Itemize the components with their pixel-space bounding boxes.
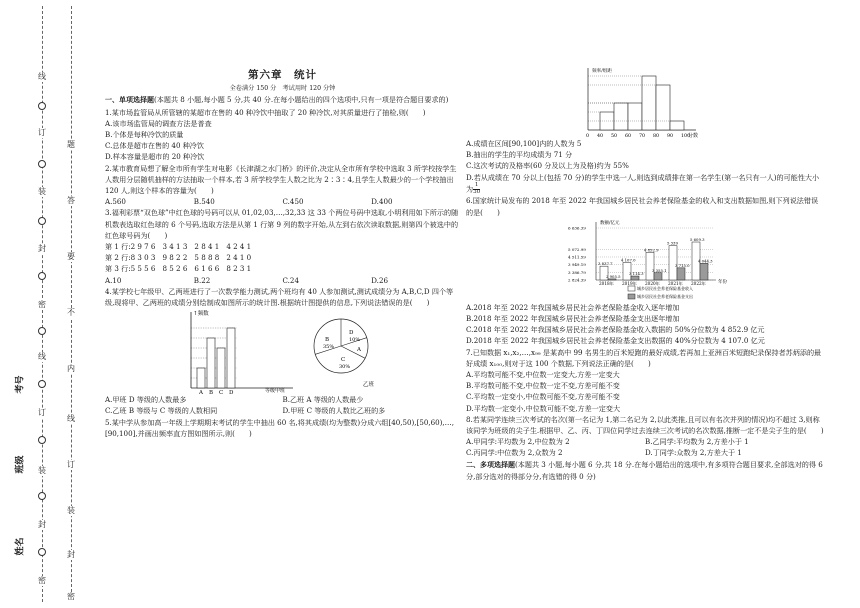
q2-stem: 2.某市教育局想了解全市所有学生对电影《长津湖之水门桥》的评价,决定从全市所有学校中选取 3 所学校按学生人数用分层随机抽样的方法抽取一个样本,若 3 所学校学生人数之比为 2∶3∶4,且学生人数最少的一个学校抽出 120 人,则这个样本的容量为( ) [105, 163, 457, 196]
histogram-bar [656, 85, 670, 130]
seal-char: 要 [67, 252, 75, 261]
seal-char: 线 [38, 72, 46, 81]
q4-option-d: D.甲班 C 等级的人数比乙班的多 [282, 406, 386, 416]
q2-option-b: B.540 [193, 197, 215, 207]
bar-a [197, 368, 205, 388]
bar-label-d: D [229, 390, 234, 395]
class-b-pie-chart [301, 308, 391, 394]
q2-option-d: D.400 [371, 197, 393, 207]
y-axis-label: 数额/亿元 [600, 220, 620, 226]
q8-option-d: D.丁同学:众数为 2,方差大于 1 [645, 448, 742, 458]
bar-data-label: 4 852.9 [644, 247, 659, 253]
pie-slice-c-value: 30% [339, 364, 351, 371]
seal-char: 密 [38, 576, 46, 585]
bar-c [217, 348, 225, 388]
seal-circle [38, 548, 46, 556]
q3-stem: 3.福利彩票“双色球”中红色球的号码可以从 01,02,03,…,32,33 这 33 个两位号码中选取,小明利用如下所示的随机数表选取红色球的 6 个号码,选取方法是从第 1 行第 9 列的数字开始,从左到右依次读取数据,则第四个被选中的红色球号码为( ) [105, 208, 459, 240]
binding-margin [0, 0, 96, 608]
bar-label-a: A [199, 390, 203, 395]
y-tick-label: 3 386.79 [568, 269, 586, 275]
seal-circle [38, 102, 46, 110]
seal-circle [38, 272, 46, 280]
seal-char: 封 [38, 244, 46, 253]
q8-stem: 8.若某同学连续三次考试的名次(第一名记为 1,第二名记为 2,以此类推,且可以有名次并列的情况)均不超过 3,则称该同学为班级的尖子生.根据甲、乙、丙、丁四位同学过去连续三次考试的名次数据,推断一定不是尖子生的是( ) [466, 414, 824, 436]
income-bar [646, 252, 654, 280]
seal-circle [38, 436, 46, 444]
random-table-row-2: 第 2 行:8 3 0 3 9 8 2 2 5 8 8 8 2 4 1 0 [105, 253, 252, 263]
bar-data-label: 3 114.3 [629, 270, 644, 276]
q8-option-a: A.甲同学:平均数为 2,中位数为 2 [466, 437, 570, 447]
seal-char: 封 [67, 550, 75, 559]
q7-option-a: A.平均数可能不变,中位数一定变大,方差一定变大 [466, 370, 620, 380]
bar-caption: 等级甲班 [265, 388, 286, 395]
expense-bar [654, 273, 662, 280]
q6-option-b: B.2018 年至 2022 年我国城乡居民社会养老保险基金支出逐年增加 [466, 314, 680, 324]
q1-option-a: A.该市场监管局的调查方法是普查 [105, 118, 212, 128]
left-column [105, 0, 460, 608]
q4-options-row-1 [105, 394, 460, 405]
seal-char: 不 [67, 308, 75, 317]
y-tick-label: 2 824.39 [568, 277, 586, 283]
expense-bar [631, 276, 639, 280]
bar-label-b: B [209, 390, 214, 395]
q5-option-c: C.这次考试的及格率(60 分及以上为及格)约为 55% [466, 161, 629, 171]
section-heading: 一、单项选择题 [105, 96, 154, 105]
q6-stem: 6.国家统计局发布的 2018 年至 2022 年我国城乡居民社会养老保险基金的收入和支出数据如图,则下列说法错误的是( ) [466, 196, 819, 217]
q2-option-a: A.560 [105, 197, 126, 207]
seal-char: 订 [38, 128, 46, 137]
bar-d [227, 328, 235, 388]
fraction-denominator: 30 [473, 188, 481, 195]
bar-data-label: 5 609.3 [690, 236, 705, 242]
bar-data-label: 3 715.0 [675, 262, 690, 268]
x-tick-label: 90 [667, 134, 674, 139]
section-1-header [105, 94, 460, 106]
q5-option-d-text: D.若从成绩在 70 分以上(包括 70 分)的学生中选一人,则选到成绩排在第一名学生(第一名只有一人)的可能性大小为 [466, 172, 820, 194]
x-category-label: 2019年 [622, 280, 637, 286]
q3-option-b: B.22 [193, 275, 211, 285]
x-tick-label: 0 [586, 134, 590, 139]
seal-char: 装 [38, 466, 46, 475]
seal-circle [38, 380, 46, 388]
seal-char: 封 [38, 520, 46, 529]
y-tick-label: 6 636.39 [568, 225, 586, 231]
q7-option-b: B.平均数可能不变,中位数一定不变,方差可能不变 [466, 381, 620, 391]
expense-bar [608, 279, 616, 280]
q5-option-a: A.成绩在区间[90,100]内的人数为 5 [466, 139, 582, 148]
q4-option-a: A.甲班 D 等级的人数最多 [105, 395, 187, 405]
section-2-header [466, 459, 824, 482]
q4-option-c: C.乙班 B 等级与 C 等级的人数相同 [105, 406, 218, 416]
seal-char: 密 [67, 592, 75, 601]
q3-option-c: C.24 [282, 275, 299, 285]
seal-char: 装 [38, 187, 46, 196]
x-tick-label: 100 [681, 134, 691, 139]
legend-swatch-expense [628, 294, 635, 299]
x-category-label: 2021年 [668, 280, 683, 286]
bar-data-label: 2 905.5 [606, 273, 621, 279]
y-axis-label: 频率/组距 [592, 69, 612, 74]
bar-label-c: C [219, 390, 224, 395]
frequency-histogram [578, 66, 704, 140]
bar-data-label: 4 044.3 [698, 258, 713, 264]
seal-char: 线 [67, 414, 75, 423]
pension-fund-chart [566, 218, 746, 302]
seal-circle [38, 492, 46, 500]
q4-stem: 4.某学校七年级甲、乙两班进行了一次数学能力测试,两个班均有 40 人参加测试,测试成绩分为 A,B,C,D 四个等级,现将甲、乙两班的成绩分别绘制成如图所示的统计图.根据统计图提供的信息,下列说法错误的是( ) [105, 286, 454, 308]
pie-caption: 乙班 [363, 382, 375, 389]
section-heading: 二、多项选择题 [466, 460, 515, 469]
x-category-label: 2020年 [645, 280, 660, 286]
q2-option-c: C.450 [282, 197, 304, 207]
q1-option-c: C.总体是超市在售的 40 种冷饮 [105, 141, 204, 151]
bar-data-label: 5 339 [667, 240, 678, 246]
right-column [466, 0, 824, 608]
q7-option-c: C.平均数一定变小,中位数可能不变,方差可能不变 [466, 392, 620, 402]
q7-option-d: D.平均数一定变小,中位数可能不变,方差一定变大 [466, 403, 621, 413]
legend-swatch-income [628, 286, 635, 291]
pie-slice-b-value: 35% [323, 344, 335, 351]
class-a-bar-chart [181, 308, 301, 394]
seal-char: 订 [38, 408, 46, 417]
bar-b [207, 338, 215, 388]
exam-info: 全卷满分 150 分 考试用时 120 分钟 [229, 85, 336, 93]
q4-figure [105, 308, 460, 394]
legend-expense: 城乡居民社会养老保险基金支出 [637, 293, 693, 299]
q6-option-a: A.2018 年至 2022 年我国城乡居民社会养老保险基金收入逐年增加 [466, 302, 680, 312]
pie-slice-b-label: B [325, 337, 330, 344]
histogram-bar [642, 76, 656, 130]
page-title: 第六章 统计 [248, 69, 317, 81]
x-tick-label: 70 [639, 134, 646, 139]
seal-char: 密 [38, 300, 46, 309]
bar-data-label: 3 355.1 [652, 267, 667, 273]
exam-id-label: 考号 [15, 375, 26, 394]
seal-char: 订 [67, 460, 75, 469]
y-tick-label: 4 511.59 [568, 254, 586, 260]
section-intro: (本题共 8 小题,每小题 5 分,共 40 分.在每小题给出的四个选项中,只有一项是符合题目要求的) [154, 95, 449, 105]
q2-options [105, 196, 460, 207]
y-axis-label: ↑频数 [193, 311, 209, 318]
histogram-bar [628, 103, 642, 130]
q5-option-d [466, 172, 824, 196]
q7-stem: 7.已知数据 x₁,x₂,…,x₉₉ 是某高中 99 名男生的百米短跑的最好成绩,若再加上亚洲百米短跑纪录保持者苏炳添的最好成绩 x₁₀₀,则对于这 100 个数据,下列说法正确的是( ) [466, 347, 822, 368]
histogram-bar [670, 121, 684, 130]
x-category-label: 2018年 [599, 280, 614, 286]
section-intro: (本题共 3 小题,每小题 6 分,共 18 分.在每小题给出的选项中,有多项符合题目要求,全部选对的得 6 分,部分选对的得部分分,有选错的得 0 分) [466, 459, 823, 481]
q6-figure [466, 218, 824, 302]
q4-options-row-2 [105, 405, 460, 416]
q5-figure [466, 64, 824, 138]
seal-char: 装 [67, 506, 75, 515]
x-tick-label: 80 [653, 134, 660, 139]
q1-option-b: B.个体是每种冷饮的质量 [105, 130, 184, 140]
q1-stem: 1.某市场监管局从所管辖的某超市在售的 40 种冷饮中抽取了 20 种冷饮,对其质量进行了抽检,则( ) [105, 107, 426, 117]
x-tick-label: 60 [625, 134, 632, 139]
q3-option-d: D.26 [371, 275, 388, 285]
x-axis-label: 年份 [718, 279, 727, 285]
x-tick-label: 40 [597, 134, 604, 139]
pie-slice-d-label: D [349, 330, 354, 337]
q5-stem: 5.某中学从参加高一年级上学期期末考试的学生中抽出 60 名,将其成绩(均为整数)分成六组[40,50),[50,60),…,[90,100],并画出频率直方图如图所示,则( ) [105, 417, 455, 438]
expense-bar [677, 268, 685, 280]
seal-char: 线 [38, 352, 46, 361]
legend-income: 城乡居民社会养老保险基金收入 [637, 285, 693, 291]
pie-slice-c-label: C [341, 357, 346, 364]
seal-circle [38, 217, 46, 225]
q6-option-c: C.2018 年至 2022 年我国城乡居民社会养老保险基金收入数据的 50%分位数为 4 852.9 亿元 [466, 325, 765, 335]
q8-option-b: B.乙同学:平均数为 2,方差小于 1 [645, 437, 749, 447]
pie-slice-d-value: 10% [349, 337, 361, 344]
class-label: 班级 [15, 455, 26, 474]
random-table-row-3: 第 3 行:5 5 5 6 8 5 2 6 6 1 6 6 8 2 3 1 [105, 264, 252, 274]
q3-options [105, 275, 460, 286]
q4-option-b: B.乙班 A 等级的人数最少 [282, 395, 364, 405]
seal-circle [38, 160, 46, 168]
x-category-label: 2022年 [691, 280, 706, 286]
y-tick-label: 3 949.19 [568, 261, 586, 267]
bar-data-label: 4 107.0 [621, 257, 636, 263]
q5-option-b: B.抽出的学生的平均成绩为 71 分 [466, 150, 573, 160]
q1-option-d: D.样本容量是超市的 20 种冷饮 [105, 152, 205, 162]
expense-bar [700, 263, 708, 280]
histogram-bar [614, 103, 628, 130]
probability-fraction [473, 183, 480, 196]
bar-data-label: 3 837.7 [598, 260, 613, 266]
seal-char: 内 [67, 364, 75, 373]
x-tick-label: 50 [611, 134, 618, 139]
q8-option-c: C.丙同学:中位数为 2,众数为 2 [466, 448, 563, 458]
pie-slice-a-label: A [357, 347, 361, 354]
x-axis-label: 分数 [688, 133, 699, 139]
random-table-row-1: 第 1 行:2 9 7 6 3 4 1 3 2 8 4 1 4 2 4 1 [105, 242, 252, 252]
seal-circle [38, 327, 46, 335]
seal-char: 题 [67, 140, 75, 149]
y-tick-label: 5 072.99 [568, 246, 586, 252]
q6-option-d: D.2018 年至 2022 年我国城乡居民社会养老保险基金支出数据的 40%分位数为 4 107.0 亿元 [466, 336, 765, 346]
q8-options-row-1 [466, 436, 824, 447]
seal-char: 答 [67, 196, 75, 205]
fraction-numerator: 1 [474, 181, 479, 188]
q8-options-row-2 [466, 447, 824, 458]
name-label: 姓名 [15, 537, 26, 556]
q3-option-a: A.10 [105, 275, 122, 285]
